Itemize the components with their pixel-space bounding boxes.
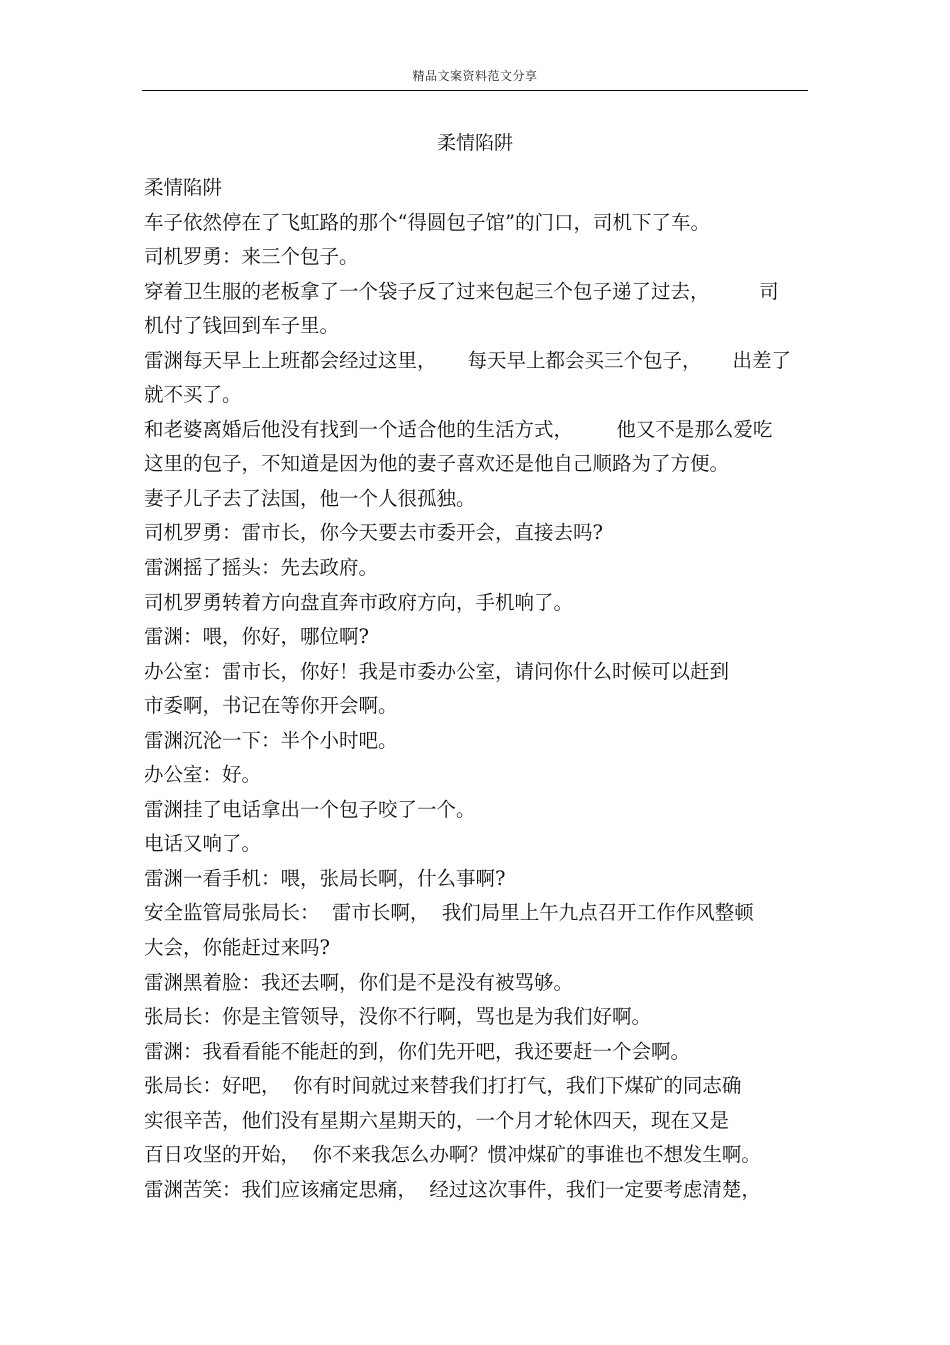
page-header: 精品文案资料范文分享: [412, 69, 538, 83]
text-line: 穿着卫生服的老板拿了一个袋子反了过来包起三个包子递了过去， 司: [144, 279, 779, 303]
text-line: 雷渊挂了电话拿出一个包子咬了一个。: [144, 797, 476, 821]
text-line: 百日攻坚的开始， 你不来我怎么办啊？惯冲煤矿的事谁也不想发生啊。: [144, 1143, 761, 1167]
document-body: [144, 171, 810, 1207]
text-line: 雷渊：喂，你好，哪位啊?: [144, 625, 369, 649]
text-line: 雷渊苦笑：我们应该痛定思痛， 经过这次事件，我们一定要考虑清楚，: [144, 1177, 761, 1201]
text-line: 雷渊沉沦一下：半个小时吧。: [144, 728, 398, 752]
text-line: 车子依然停在了飞虹路的那个“得圆包子馆”的门口，司机下了车。: [144, 210, 710, 234]
text-line: 张局长：好吧， 你有时间就过来替我们打打气，我们下煤矿的同志确: [144, 1074, 742, 1098]
text-line: 雷渊：我看看能不能赶的到，你们先开吧，我还要赶一个会啊。: [144, 1039, 691, 1063]
text-line: 电话又响了。: [144, 832, 262, 856]
text-line: 机付了钱回到车子里。: [144, 314, 340, 338]
document-title: 柔情陷阱: [436, 132, 513, 154]
text-line: 实很辛苦，他们没有星期六星期天的，一个月才轮休四天，现在又是: [144, 1108, 730, 1132]
text-line: 就不买了。: [144, 383, 242, 407]
text-line: 司机罗勇转着方向盘直奔市政府方向，手机响了。: [144, 590, 574, 614]
text-line: 雷渊黑着脸：我还去啊，你们是不是没有被骂够。: [144, 970, 574, 994]
text-line: 柔情陷阱: [144, 176, 223, 199]
text-line: 张局长：你是主管领导，没你不行啊，骂也是为我们好啊。: [144, 1005, 652, 1029]
text-line: 办公室：好。: [144, 763, 262, 787]
text-line: 市委啊，书记在等你开会啊。: [144, 694, 398, 718]
text-line: 司机罗勇：来三个包子。: [144, 245, 359, 269]
text-line: 大会，你能赶过来吗?: [144, 936, 330, 960]
text-line: 雷渊摇了摇头：先去政府。: [144, 556, 379, 580]
text-line: 雷渊每天早上上班都会经过这里， 每天早上都会买三个包子， 出差了: [144, 348, 791, 372]
text-line: 和老婆离婚后他没有找到一个适合他的生活方式， 他又不是那么爱吃: [144, 417, 773, 441]
text-line: 这里的包子，不知道是因为他的妻子喜欢还是他自己顺路为了方便。: [144, 452, 730, 476]
text-line: 司机罗勇：雷市长，你今天要去市委开会，直接去吗?: [144, 521, 603, 545]
header-divider: [142, 90, 808, 91]
text-line: 安全监管局张局长： 雷市长啊， 我们局里上午九点召开工作作风整顿: [144, 901, 754, 925]
text-line: 妻子儿子去了法国，他一个人很孤独。: [144, 486, 476, 510]
text-line: 办公室：雷市长，你好！我是市委办公室，请问你什么时候可以赶到: [144, 659, 730, 683]
text-line: 雷渊一看手机：喂，张局长啊，什么事啊?: [144, 866, 506, 890]
